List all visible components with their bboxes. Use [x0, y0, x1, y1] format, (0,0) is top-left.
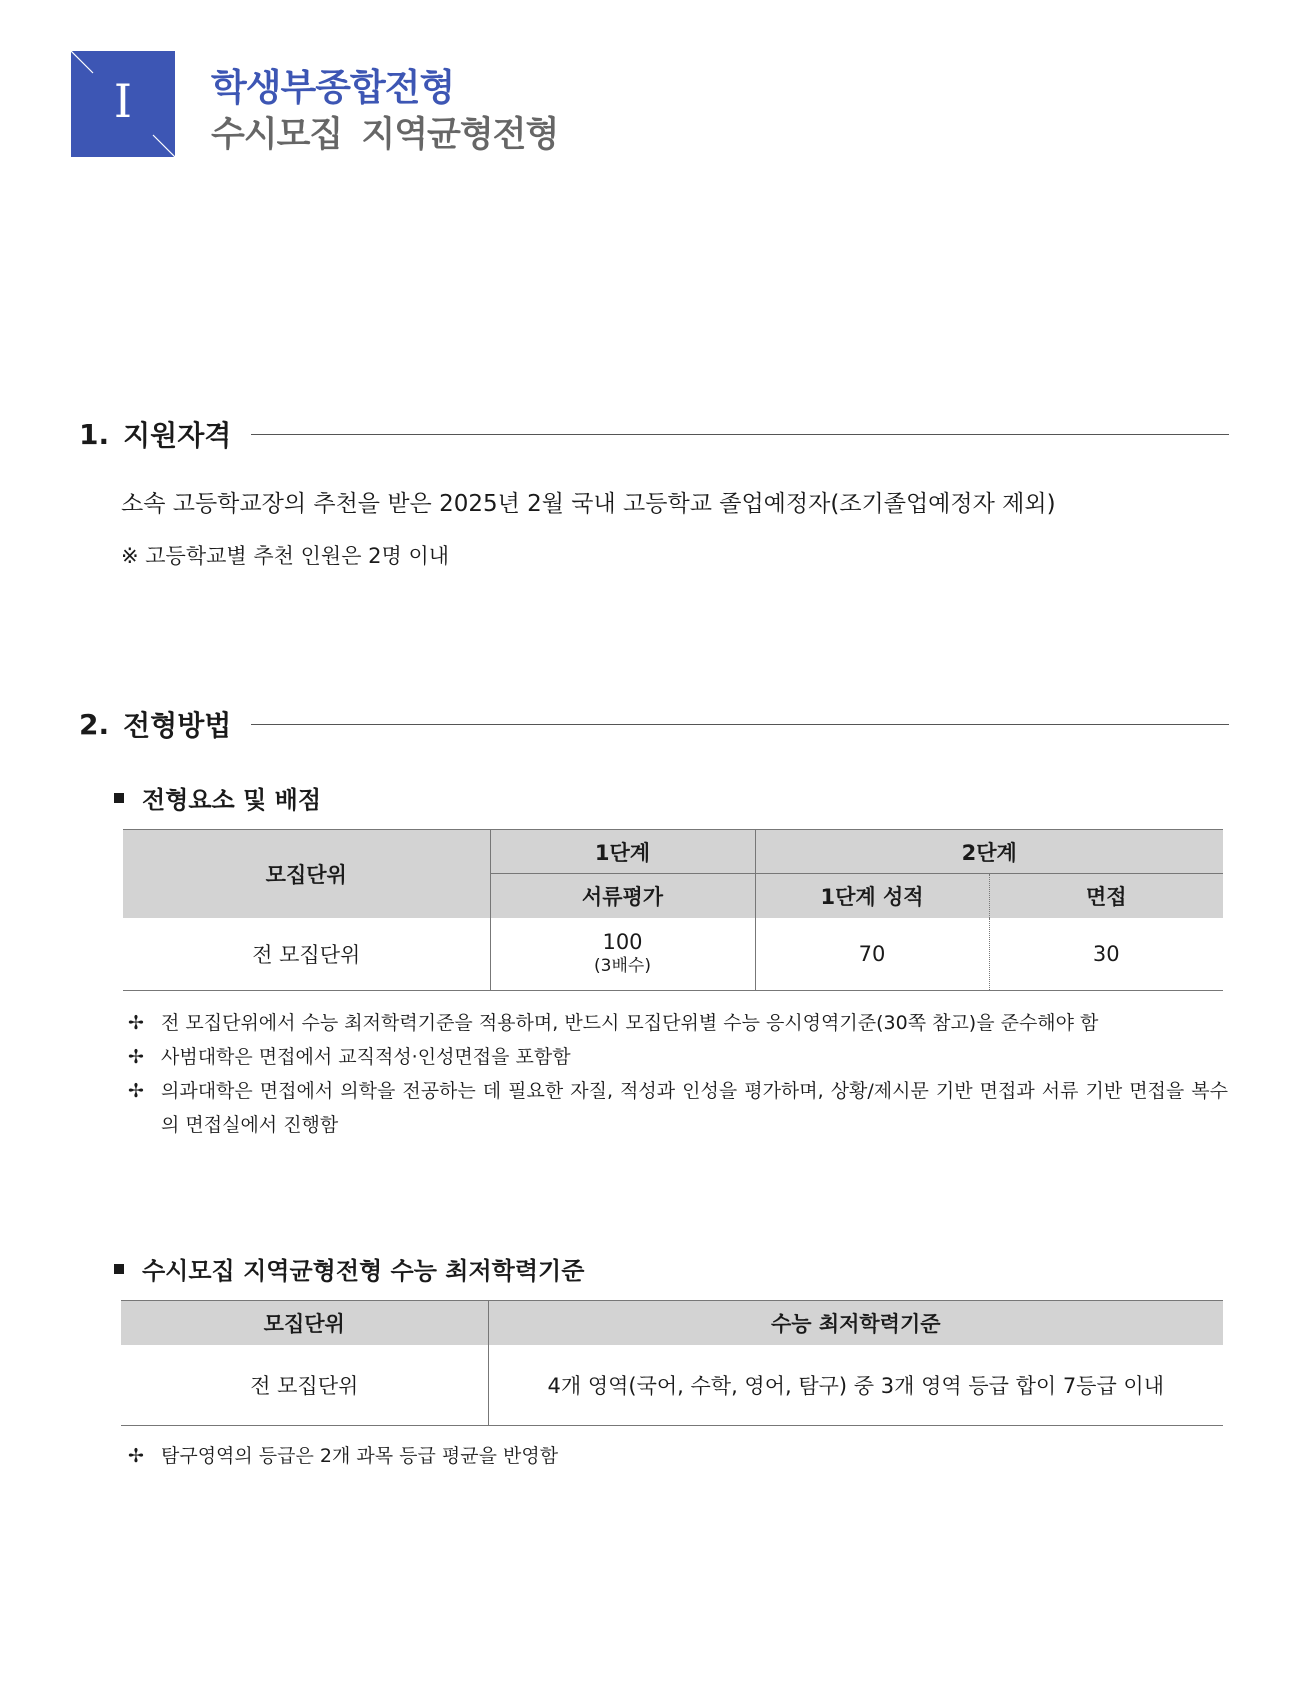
- cell-criteria: 4개 영역(국어, 수학, 영어, 탐구) 중 3개 영역 등급 합이 7등급 이내: [488, 1345, 1223, 1426]
- header-interview: 면접: [989, 874, 1223, 918]
- cross-bullet-icon: ✢: [128, 1080, 144, 1102]
- section-1-title: 지원자격: [123, 419, 232, 452]
- subsection-elements-heading: [114, 780, 321, 815]
- header-stage1-score: 1단계 성적: [755, 874, 989, 918]
- eligibility-text: 소속 고등학교장의 추천을 받은 2025년 2월 국내 고등학교 졸업예정자(조기졸업예정자 제외): [121, 491, 1056, 517]
- section-badge: [71, 51, 175, 157]
- section-2-title: 전형방법: [123, 709, 232, 742]
- cross-bullet-icon: ✢: [128, 1445, 144, 1467]
- table-row: [121, 1345, 1223, 1426]
- table-row: [123, 918, 1223, 991]
- subsection-minimum-title: 수시모집 지역균형전형 수능 최저학력기준: [142, 1257, 585, 1285]
- cell-unit: 전 모집단위: [123, 918, 490, 991]
- square-bullet-icon: [114, 1264, 124, 1274]
- page-title: 학생부종합전형: [211, 66, 455, 109]
- page-subtitle: 수시모집 지역균형전형: [211, 115, 559, 155]
- scoring-notes: [128, 1006, 1228, 1142]
- eligibility-note: ※ 고등학교별 추천 인원은 2명 이내: [121, 544, 450, 568]
- cell-document-score: 100: [602, 929, 643, 954]
- cell-document-note: (3배수): [594, 955, 651, 976]
- header-document-review: 서류평가: [490, 874, 755, 918]
- cross-bullet-icon: ✢: [128, 1012, 144, 1034]
- subsection-minimum-heading: [114, 1251, 584, 1286]
- minimum-criteria-table: [121, 1300, 1223, 1426]
- section-1-heading: [79, 412, 1229, 456]
- section-2-rule: [251, 724, 1229, 725]
- list-item: ✢ 탐구영역의 등급은 2개 과목 등급 평균을 반영함: [128, 1439, 1228, 1473]
- header-unit: 모집단위: [123, 830, 490, 918]
- header-unit: 모집단위: [121, 1301, 488, 1345]
- section-1-number: 1.: [79, 417, 110, 451]
- cell-stage1-score: 70: [755, 918, 989, 991]
- cell-unit: 전 모집단위: [121, 1345, 488, 1426]
- badge-numeral: I: [113, 74, 133, 128]
- subsection-elements-title: 전형요소 및 배점: [142, 786, 321, 814]
- header-stage1: 1단계: [490, 830, 755, 874]
- section-2-heading: [79, 702, 1229, 746]
- cross-bullet-icon: ✢: [128, 1046, 144, 1068]
- list-item: ✢ 사범대학은 면접에서 교직적성·인성면접을 포함함: [128, 1040, 1228, 1074]
- square-bullet-icon: [114, 793, 124, 803]
- list-item: ✢ 전 모집단위에서 수능 최저학력기준을 적용하며, 반드시 모집단위별 수능 응시영역기준(30쪽 참고)을 준수해야 함: [128, 1006, 1228, 1040]
- header-stage2: 2단계: [755, 830, 1223, 874]
- section-1-rule: [251, 434, 1229, 435]
- cell-interview: 30: [989, 918, 1223, 991]
- list-item: ✢ 의과대학은 면접에서 의학을 전공하는 데 필요한 자질, 적성과 인성을 평가하며, 상황/제시문 기반 면접과 서류 기반 면접을 복수의 면접실에서 진행함: [128, 1074, 1228, 1142]
- minimum-notes: [128, 1439, 1228, 1473]
- scoring-table: [123, 829, 1223, 991]
- section-2-number: 2.: [79, 707, 110, 741]
- cell-document-review: [490, 918, 755, 991]
- header-criteria: 수능 최저학력기준: [488, 1301, 1223, 1345]
